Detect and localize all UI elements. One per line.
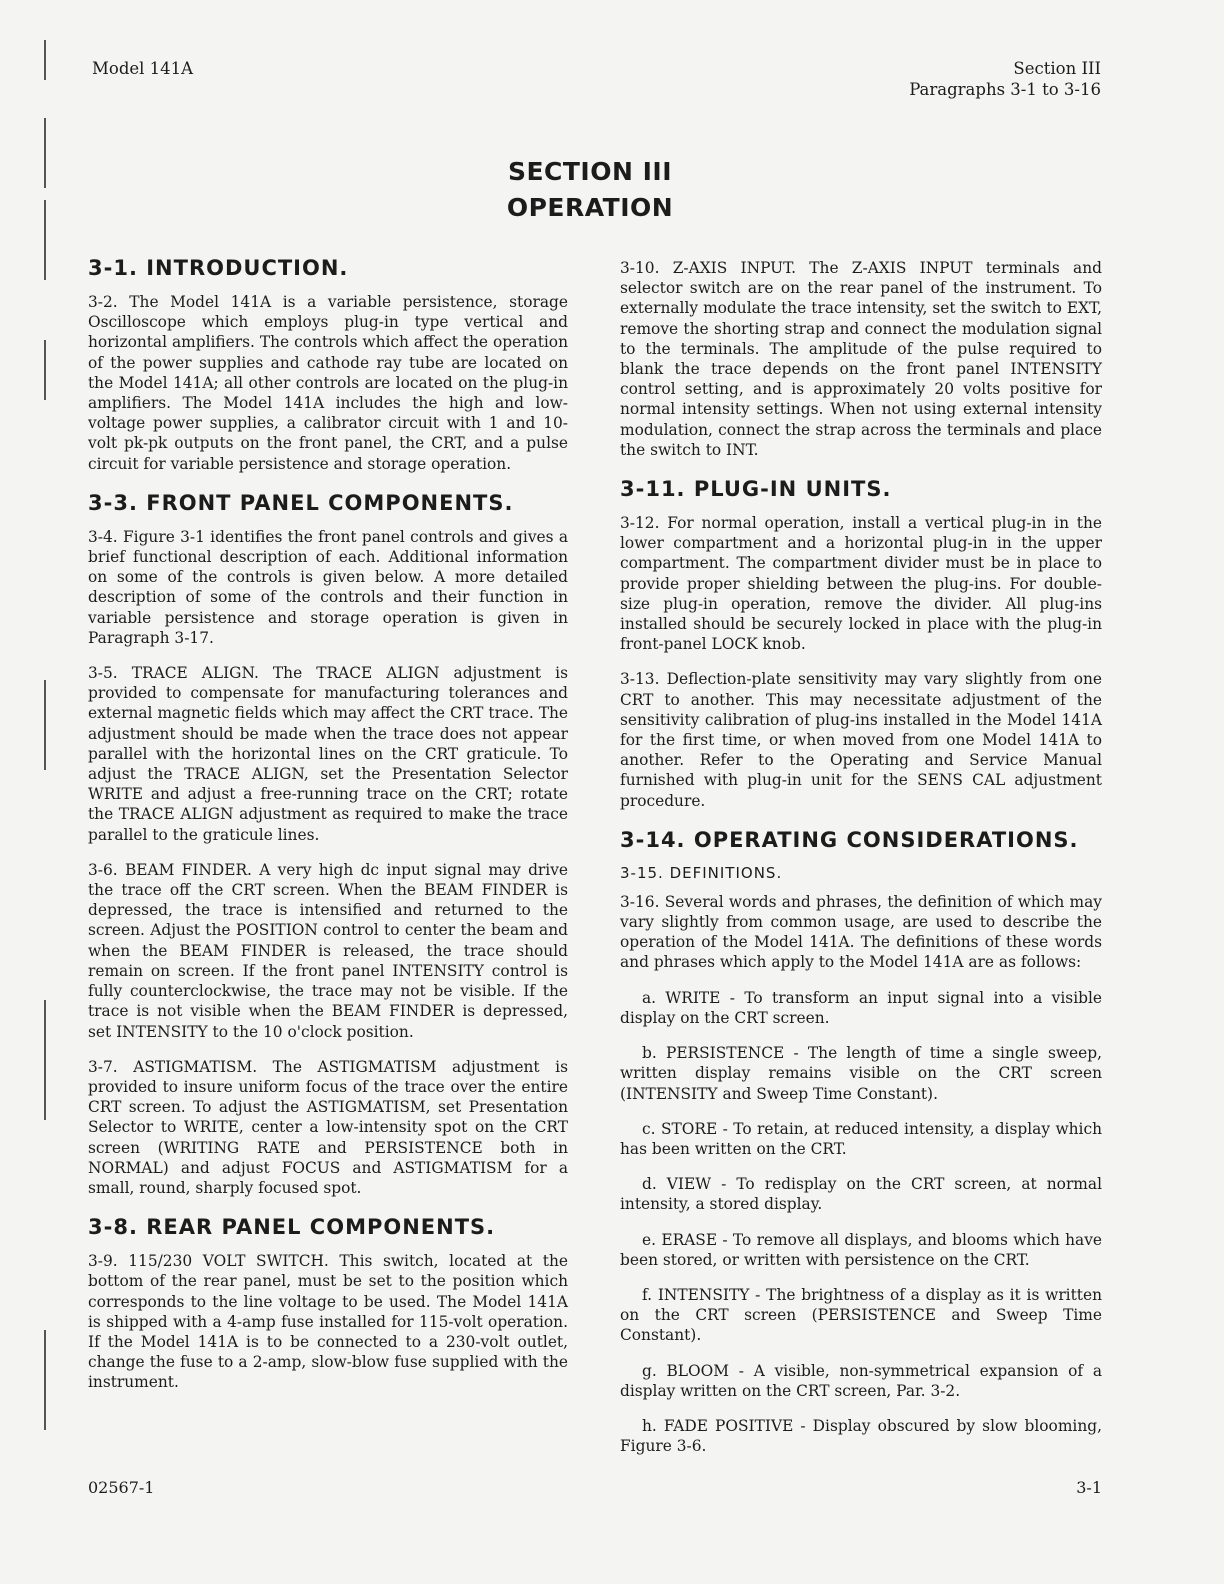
heading-operating-considerations: 3-14. OPERATING CONSIDERATIONS. — [620, 827, 1079, 852]
title-line-2: OPERATION — [506, 193, 674, 222]
paragraph-3-6: 3-6. BEAM FINDER. A very high dc input signal may drive the trace off the CRT screen. When the BEAM FINDER is depressed, the trace is intensified and returned to the screen. Adjust the POSITION control to center the beam and when the BEAM FINDER is released, the trace should remain on screen. If the front panel INTENSITY control is fully counterclockwise, the trace may not be visible. If the trace is not visible when the BEAM FINDER is depressed, set INTENSITY to the 10 o'clock position. — [88, 860, 568, 1041]
heading-front-panel: 3-3. FRONT PANEL COMPONENTS. — [88, 490, 514, 515]
definition-item: a. WRITE - To transform an input signal into a visible display on the CRT screen. — [620, 988, 1102, 1027]
definition-item: b. PERSISTENCE - The length of time a single sweep, written display remains visible on the CRT screen (INTENSITY and Sweep Time Constant). — [620, 1044, 1102, 1103]
paragraph-3-4: 3-4. Figure 3-1 identifies the front panel controls and gives a brief functional description of each. Additional information on some of the controls is given below. A more detailed description of some of the controls and their function in variable persistence and storage operation is given in Paragraph 3-17. — [88, 527, 568, 647]
definition-item: g. BLOOM - A visible, non-symmetrical expansion of a display written on the CRT screen, Par. 3-2. — [620, 1361, 1102, 1400]
heading-rear-panel: 3-8. REAR PANEL COMPONENTS. — [88, 1215, 496, 1240]
left-column — [88, 250, 568, 1408]
right-column — [620, 250, 1102, 1471]
definition-item: d. VIEW - To redisplay on the CRT screen, at normal intensity, a stored display. — [620, 1175, 1102, 1214]
paragraph-3-9: 3-9. 115/230 VOLT SWITCH. This switch, located at the bottom of the rear panel, must be set to the position which corresponds to the line voltage to be used. The Model 141A is shipped with a 4-amp fuse installed for 115-volt operation. If the Model 141A is to be connected to a 230-volt outlet, change the fuse to a 2-amp, slow-blow fuse supplied with the instrument. — [88, 1252, 568, 1392]
section-label: Section III — [1013, 59, 1101, 78]
definition-item: f. INTENSITY - The brightness of a display as it is written on the CRT screen (PERSISTENCE and Sweep Time Constant). — [620, 1285, 1102, 1345]
paragraph-3-12: 3-12. For normal operation, install a vertical plug-in in the lower compartment and a horizontal plug-in in the upper compartment. The compartment divider must be in place to provide proper shielding between the plug-ins. For double-size plug-in operation, remove the divider. All plug-ins installed should be securely locked in place with the plug-in front-panel LOCK knob. — [620, 514, 1102, 654]
page-number: 3-1 — [1076, 1478, 1102, 1497]
scan-edge-mark — [44, 340, 46, 400]
running-header-model: Model 141A — [92, 59, 194, 78]
paragraph-3-13: 3-13. Deflection-plate sensitivity may vary slightly from one CRT to another. This may necessitate adjustment of the sensitivity calibration of plug-ins installed in the Model 141A for the first time, or when moved from one Model 141A to another. Refer to the Operating and Service Manual furnished with plug-in unit for the SENS CAL adjustment procedure. — [620, 670, 1102, 810]
definitions-list — [620, 988, 1102, 1457]
page-title — [0, 154, 1180, 226]
paragraph-3-2: 3-2. The Model 141A is a variable persistence, storage Oscilloscope which employs plug-in type vertical and horizontal amplifiers. The controls which affect the operation of the power supplies and cathode ray tube are located on the Model 141A; all other controls are located on the plug-in amplifiers. The Model 141A includes the high and low-voltage power supplies, a calibrator circuit with 1 and 10-volt pk-pk outputs on the front panel, the CRT, and a pulse circuit for variable persistence and storage operation. — [88, 293, 568, 473]
paragraph-3-5: 3-5. TRACE ALIGN. The TRACE ALIGN adjustment is provided to compensate for manufacturing tolerances and external magnetic fields which may affect the CRT trace. The adjustment should be made when the trace does not appear parallel with the horizontal lines on the CRT graticule. To adjust the TRACE ALIGN, set the Presentation Selector WRITE and adjust a free-running trace on the CRT; rotate the TRACE ALIGN adjustment as required to make the trace parallel to the graticule lines. — [88, 664, 568, 844]
scan-edge-mark — [44, 1000, 46, 1120]
document-number: 02567-1 — [88, 1478, 155, 1497]
definition-item: c. STORE - To retain, at reduced intensity, a display which has been written on the CRT. — [620, 1119, 1102, 1158]
heading-definitions: 3-15. DEFINITIONS. — [620, 863, 783, 882]
paragraph-range: Paragraphs 3-1 to 3-16 — [909, 80, 1101, 99]
definition-item: h. FADE POSITIVE - Display obscured by slow blooming, Figure 3-6. — [620, 1416, 1102, 1456]
scan-edge-mark — [44, 1330, 46, 1430]
running-header-section — [909, 58, 1101, 100]
paragraph-3-16: 3-16. Several words and phrases, the definition of which may vary slightly from common usage, are used to describe the operation of the Model 141A. The definitions of these words and phrases which apply to the Model 141A are as follows: — [620, 892, 1102, 972]
definition-item: e. ERASE - To remove all displays, and blooms which have been stored, or written with persistence on the CRT. — [620, 1230, 1102, 1269]
heading-introduction: 3-1. INTRODUCTION. — [88, 256, 349, 280]
scan-edge-mark — [44, 40, 46, 80]
scan-edge-mark — [44, 680, 46, 770]
paragraph-3-7: 3-7. ASTIGMATISM. The ASTIGMATISM adjustment is provided to insure uniform focus of the trace over the entire CRT screen. To adjust the ASTIGMATISM, set Presentation Selector to WRITE, center a low-intensity spot on the CRT screen (WRITING RATE and PERSISTENCE both in NORMAL) and adjust FOCUS and ASTIGMATISM for a small, round, sharply focused spot. — [88, 1057, 568, 1197]
heading-plug-in-units: 3-11. PLUG-IN UNITS. — [620, 477, 892, 502]
title-line-1: SECTION III — [507, 157, 673, 186]
paragraph-3-10: 3-10. Z-AXIS INPUT. The Z-AXIS INPUT terminals and selector switch are on the rear panel of the instrument. To externally modulate the trace intensity, set the switch to EXT, remove the shorting strap and connect the modulation signal to the terminals. The amplitude of the pulse required to blank the trace depends on the front panel INTENSITY control setting, and is approximately 20 volts positive for normal intensity settings. When not using external intensity modulation, connect the strap across the terminals and place the switch to INT. — [620, 259, 1102, 459]
